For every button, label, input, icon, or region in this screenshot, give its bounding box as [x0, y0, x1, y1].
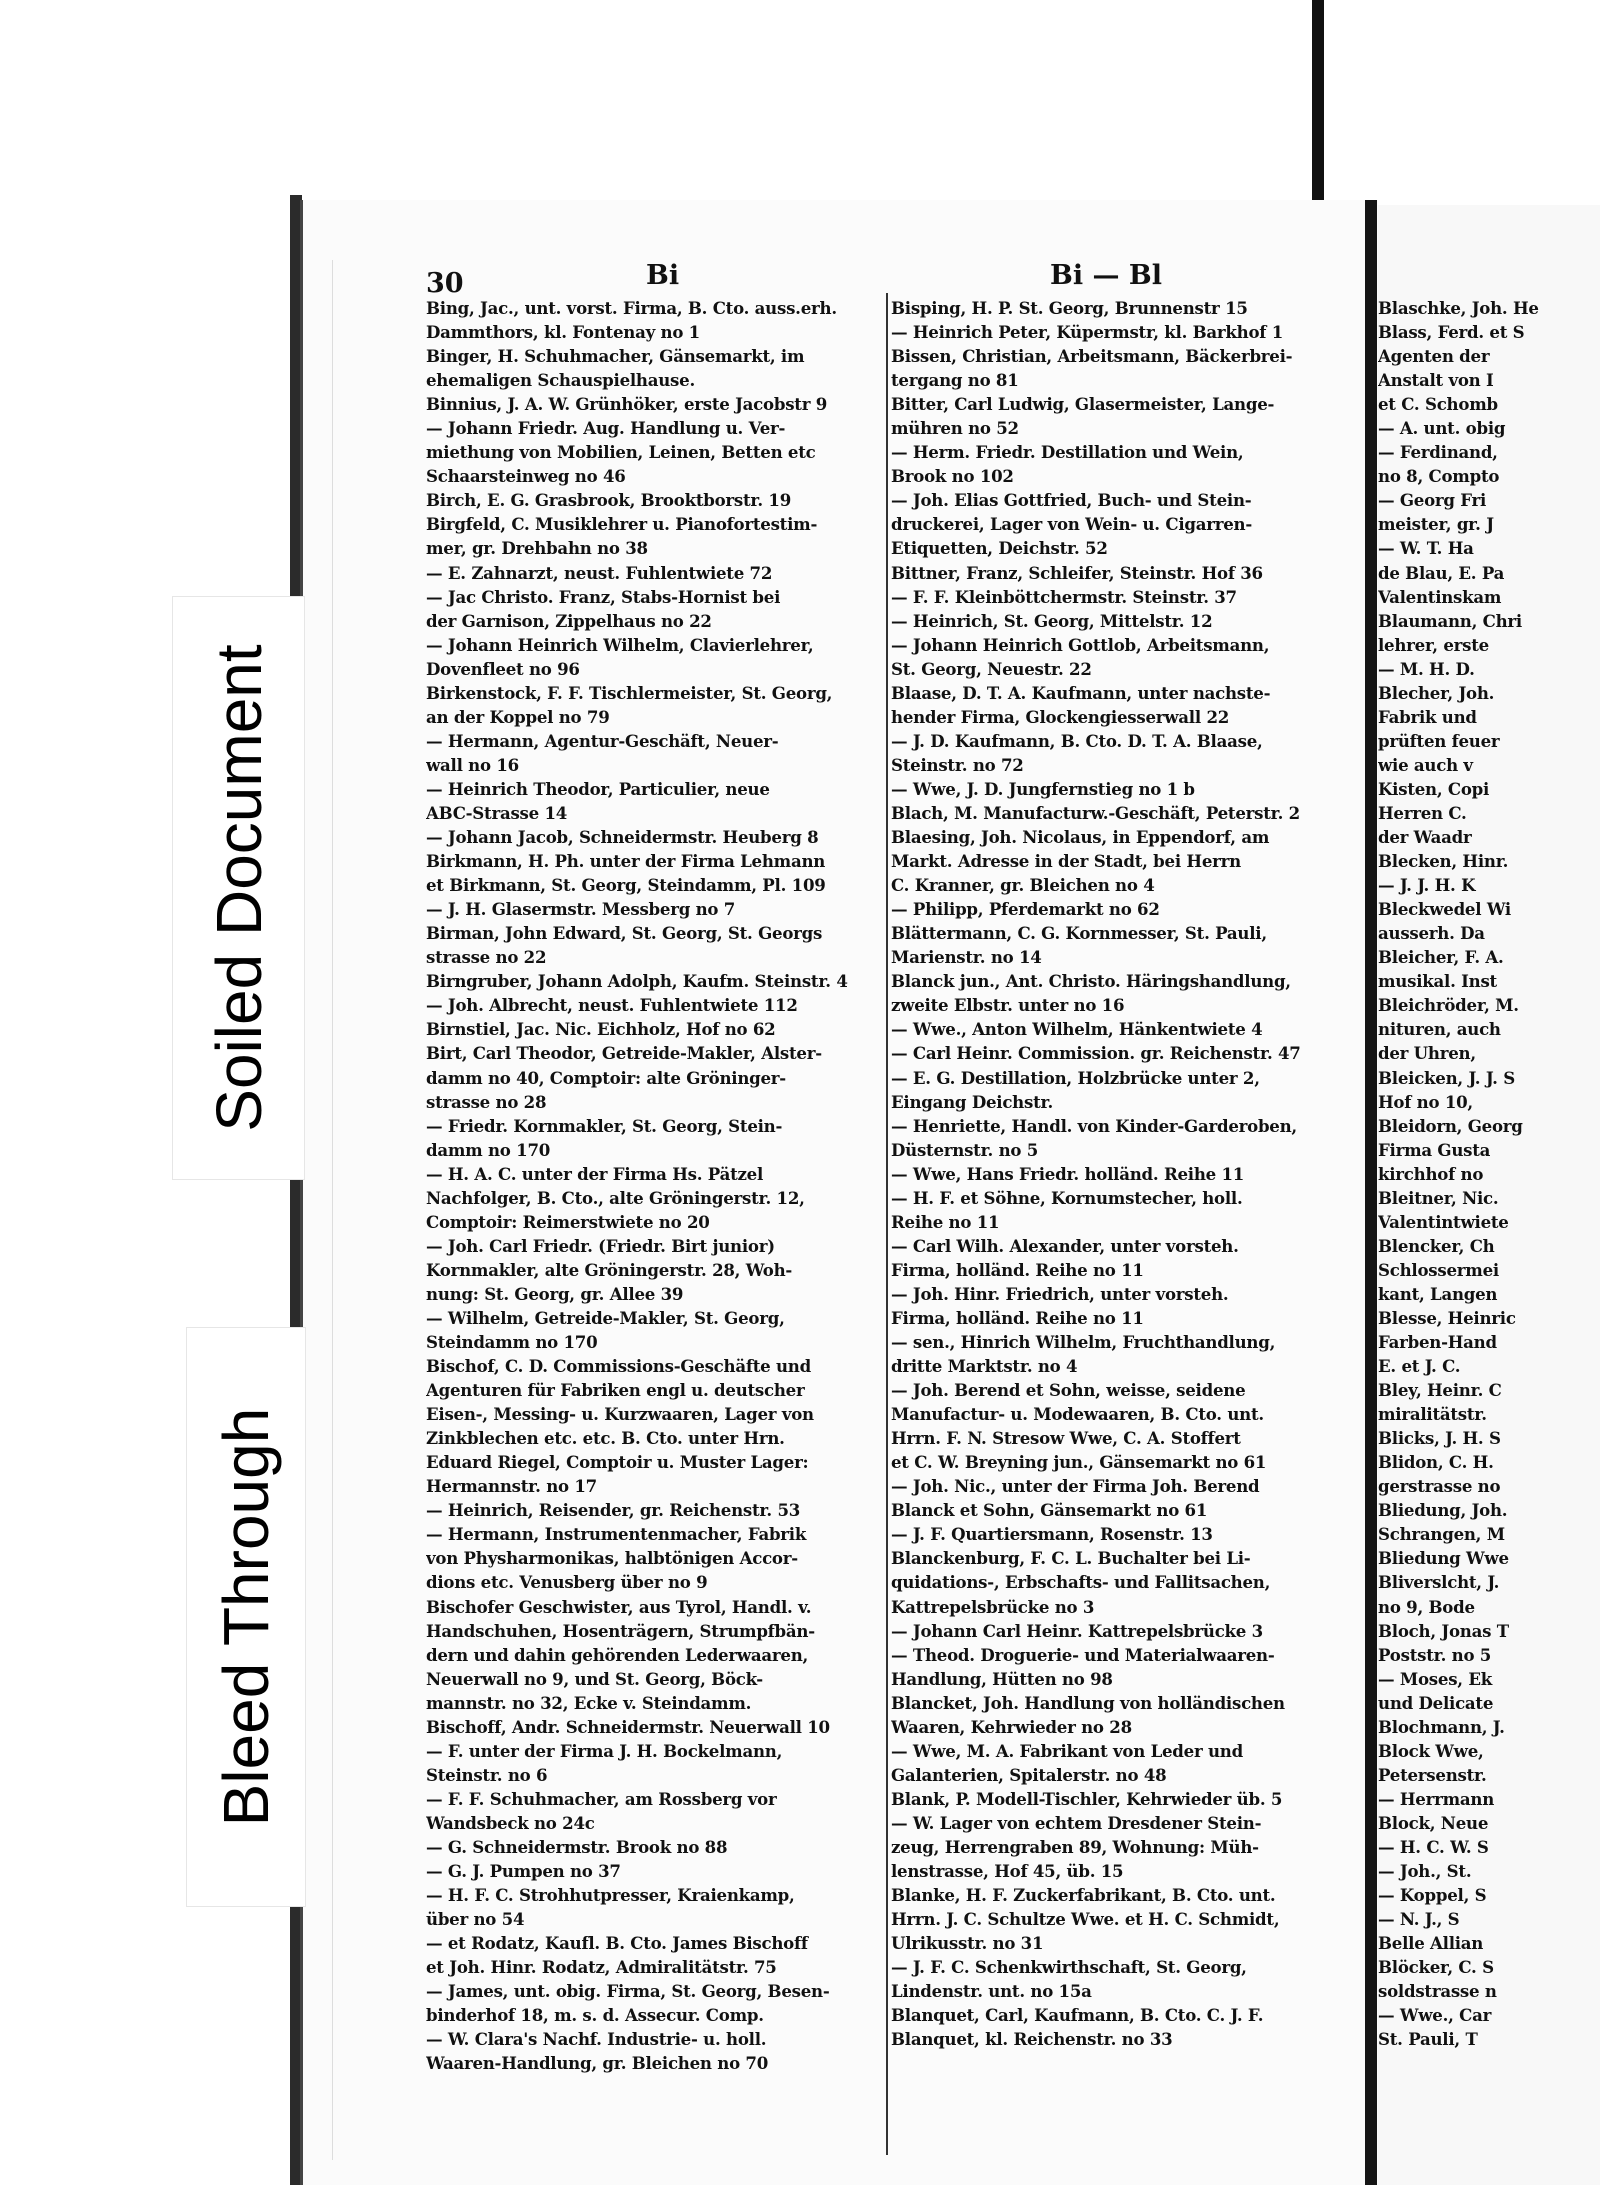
directory-entry-line: Birngruber, Johann Adolph, Kaufm. Steinstr. 4	[426, 971, 848, 992]
directory-entry-line: Kornmakler, alte Gröningerstr. 28, Woh-	[426, 1259, 793, 1280]
directory-entry-line: Blanckenburg, F. C. L. Buchalter bei Li-	[891, 1548, 1251, 1569]
directory-entry-line: Birt, Carl Theodor, Getreide-Makler, Alster-	[426, 1043, 822, 1064]
directory-entry-line: de Blau, E. Pa	[1378, 562, 1505, 583]
directory-entry-line: Etiquetten, Deichstr. 52	[891, 538, 1108, 559]
directory-entry-line: — Wwe, J. D. Jungfernstieg no 1 b	[891, 778, 1195, 799]
directory-entry-line: Bittner, Franz, Schleifer, Steinstr. Hof 36	[891, 562, 1263, 583]
directory-entry-line: Hof no 10,	[1378, 1091, 1473, 1112]
directory-entry-line: über no 54	[426, 1909, 525, 1930]
directory-entry-line: Brook no 102	[891, 466, 1014, 487]
directory-entry-line: St. Pauli, T	[1378, 2029, 1478, 2050]
directory-entry-line: Birnstiel, Jac. Nic. Eichholz, Hof no 62	[426, 1019, 776, 1040]
directory-entry-line: Blecher, Joh.	[1378, 682, 1495, 703]
directory-entry-line: Schaarsteinweg no 46	[426, 466, 626, 487]
directory-entry-line: prüften feuer	[1378, 730, 1500, 751]
directory-entry-line: — F. F. Kleinböttchermstr. Steinstr. 37	[891, 586, 1237, 607]
directory-entry-line: der Garnison, Zippelhaus no 22	[426, 610, 712, 631]
directory-entry-line: Blicks, J. H. S	[1378, 1428, 1501, 1449]
directory-entry-line: — Johann Heinrich Gottlob, Arbeitsmann,	[891, 634, 1270, 655]
directory-entry-line: — Carl Heinr. Commission. gr. Reichenstr. 47	[891, 1043, 1301, 1064]
directory-entry-line: Binger, H. Schuhmacher, Gänsemarkt, im	[426, 346, 805, 367]
directory-entry-line: Blanke, H. F. Zuckerfabrikant, B. Cto. unt.	[891, 1885, 1276, 1906]
directory-entry-line: — Joh., St.	[1378, 1861, 1472, 1882]
directory-entry-line: Zinkblechen etc. etc. B. Cto. unter Hrn.	[426, 1428, 785, 1449]
directory-entry-line: — Joh. Berend et Sohn, weisse, seidene	[891, 1380, 1246, 1401]
directory-entry-line: hender Firma, Glockengiesserwall 22	[891, 706, 1230, 727]
directory-entry-line: Waaren, Kehrwieder no 28	[891, 1716, 1132, 1737]
directory-entry-line: binderhof 18, m. s. d. Assecur. Comp.	[426, 2005, 764, 2026]
directory-entry-line: Bleicken, J. J. S	[1378, 1067, 1515, 1088]
directory-entry-line: Blochmann, J.	[1378, 1716, 1505, 1737]
soiled-document-label	[172, 596, 305, 1180]
directory-entry-line: Blättermann, C. G. Kornmesser, St. Pauli,	[891, 923, 1267, 944]
directory-entry-line: — E. Zahnarzt, neust. Fuhlentwiete 72	[426, 562, 773, 583]
directory-entry-line: Dovenfleet no 96	[426, 658, 580, 679]
directory-entry-line: miethung von Mobilien, Leinen, Betten etc	[426, 442, 816, 463]
directory-entry-line: — G. Schneidermstr. Brook no 88	[426, 1837, 728, 1857]
directory-entry-line: — sen., Hinrich Wilhelm, Fruchthandlung,	[891, 1332, 1276, 1353]
directory-entry-line: Bischof, C. D. Commissions-Geschäfte und	[426, 1356, 811, 1377]
left-running-head: Bi	[646, 260, 680, 291]
column-divider	[886, 293, 888, 2155]
directory-entry-line: gerstrasse no	[1378, 1476, 1501, 1497]
directory-entry-line: Blaase, D. T. A. Kaufmann, unter nachste-	[891, 682, 1271, 703]
directory-entry-line: — F. F. Schuhmacher, am Rossberg vor	[426, 1788, 777, 1809]
directory-entry-line: Anstalt von I	[1378, 370, 1494, 391]
directory-entry-line: — Carl Wilh. Alexander, unter vorsteh.	[891, 1235, 1239, 1256]
directory-entry-line: — et Rodatz, Kaufl. B. Cto. James Bischoff	[426, 1933, 808, 1954]
directory-entry-line: Blanck jun., Ant. Christo. Häringshandlung,	[891, 971, 1291, 992]
directory-entry-line: Schrangen, M	[1378, 1524, 1505, 1545]
directory-entry-line: — Hermann, Agentur-Geschäft, Neuer-	[426, 730, 779, 751]
directory-entry-line: Dammthors, kl. Fontenay no 1	[426, 322, 700, 343]
directory-entry-line: — A. unt. obig	[1378, 418, 1506, 439]
directory-entry-line: — J. F. C. Schenkwirthschaft, St. Georg,	[891, 1957, 1247, 1978]
directory-entry-line: lehrer, erste	[1378, 634, 1489, 655]
directory-entry-line: Hrrn. J. C. Schultze Wwe. et H. C. Schmidt,	[891, 1909, 1280, 1930]
directory-entry-line: — H. A. C. unter der Firma Hs. Pätzel	[426, 1163, 764, 1184]
directory-entry-line: Poststr. no 5	[1378, 1644, 1492, 1665]
directory-entry-line: von Physharmonikas, halbtönigen Accor-	[426, 1548, 798, 1569]
directory-entry-line: — James, unt. obig. Firma, St. Georg, Besen-	[426, 1981, 830, 2002]
page-margin	[310, 260, 333, 2160]
directory-entry-line: wall no 16	[426, 754, 519, 775]
directory-entry-line: — Johann Heinrich Wilhelm, Clavierlehrer,	[426, 634, 814, 655]
directory-entry-line: — Herm. Friedr. Destillation und Wein,	[891, 442, 1244, 463]
directory-entry-line: damm no 40, Comptoir: alte Gröninger-	[426, 1067, 786, 1088]
directory-entry-line: strasse no 28	[426, 1091, 547, 1112]
directory-entry-line: Handlung, Hütten no 98	[891, 1668, 1113, 1689]
directory-entry-line: Petersenstr.	[1378, 1764, 1487, 1785]
page-number: 30	[426, 268, 464, 299]
directory-entry-line: — Johann Friedr. Aug. Handlung u. Ver-	[426, 418, 786, 439]
directory-entry-line: nung: St. Georg, gr. Allee 39	[426, 1283, 684, 1304]
directory-entry-line: damm no 170	[426, 1139, 551, 1160]
directory-entry-line: Reihe no 11	[891, 1211, 1000, 1232]
directory-entry-line: et Joh. Hinr. Rodatz, Admiralitätstr. 75	[426, 1957, 777, 1978]
directory-entry-line: Blecken, Hinr.	[1378, 851, 1509, 872]
directory-entry-line: Ulrikusstr. no 31	[891, 1933, 1044, 1954]
directory-entry-line: Blanquet, kl. Reichenstr. no 33	[891, 2029, 1173, 2050]
directory-entry-line: mannstr. no 32, Ecke v. Steindamm.	[426, 1692, 752, 1713]
right-running-head: Bi — Bl	[1050, 260, 1162, 291]
directory-entry-line: Bliverslcht, J.	[1378, 1572, 1500, 1593]
directory-entry-line: dritte Marktstr. no 4	[891, 1356, 1078, 1377]
directory-entry-line: Belle Allian	[1378, 1933, 1484, 1954]
directory-entry-line: tergang no 81	[891, 370, 1019, 391]
directory-entry-line: Birch, E. G. Grasbrook, Brooktborstr. 19	[426, 490, 792, 511]
directory-entry-line: der Waadr	[1378, 827, 1472, 848]
directory-entry-line: — Wwe, Hans Friedr. holländ. Reihe 11	[891, 1163, 1245, 1184]
directory-entry-line: Blass, Ferd. et S	[1378, 322, 1525, 343]
directory-entry-line: — Herrmann	[1378, 1788, 1495, 1809]
directory-entry-line: Kisten, Copi	[1378, 778, 1490, 799]
directory-entry-line: no 8, Compto	[1378, 466, 1500, 487]
directory-entry-line: — Heinrich Theodor, Particulier, neue	[426, 778, 770, 799]
directory-entry-line: wie auch v	[1378, 754, 1473, 775]
directory-entry-line: Neuerwall no 9, und St. Georg, Böck-	[426, 1668, 763, 1689]
directory-entry-line: — Joh. Carl Friedr. (Friedr. Birt junior)	[426, 1235, 775, 1256]
directory-entry-line: — Koppel, S	[1378, 1885, 1487, 1906]
directory-entry-line: quidations-, Erbschafts- und Fallitsachen,	[891, 1572, 1271, 1593]
directory-entry-line: — Friedr. Kornmakler, St. Georg, Stein-	[426, 1115, 783, 1136]
directory-entry-line: — E. G. Destillation, Holzbrücke unter 2,	[891, 1067, 1260, 1088]
directory-entry-line: mühren no 52	[891, 418, 1019, 439]
directory-entry-line: Bleitner, Nic.	[1378, 1187, 1499, 1208]
directory-entry-line: Birkmann, H. Ph. unter der Firma Lehmann	[426, 851, 826, 872]
directory-entry-line: Farben-Hand	[1378, 1332, 1497, 1353]
bleed-through-label	[186, 1327, 306, 1907]
directory-entry-line: Blidon, C. H.	[1378, 1452, 1494, 1473]
directory-entry-line: Bliedung Wwe	[1378, 1548, 1509, 1569]
directory-entry-line: no 9, Bode	[1378, 1596, 1475, 1617]
directory-entry-line: E. et J. C.	[1378, 1356, 1461, 1377]
directory-entry-line: — Wwe, M. A. Fabrikant von Leder und	[891, 1740, 1243, 1761]
directory-entry-line: Bisping, H. P. St. Georg, Brunnenstr 15	[891, 298, 1248, 318]
directory-entry-line: Bloch, Jonas T	[1378, 1620, 1509, 1641]
directory-entry-line: dions etc. Venusberg über no 9	[426, 1572, 708, 1593]
directory-entry-line: — M. H. D.	[1378, 658, 1475, 679]
directory-entry-line: — Theod. Droguerie- und Materialwaaren-	[891, 1644, 1275, 1665]
directory-entry-line: dern und dahin gehörenden Lederwaaren,	[426, 1644, 809, 1665]
directory-entry-line: zweite Elbstr. unter no 16	[891, 995, 1125, 1016]
middle-entries-column	[891, 296, 1359, 2051]
directory-entry-line: Bing, Jac., unt. vorst. Firma, B. Cto. auss.erh.	[426, 298, 837, 318]
book-clasp-strip	[1312, 0, 1324, 200]
directory-entry-line: — Johann Carl Heinr. Kattrepelsbrücke 3	[891, 1620, 1263, 1641]
directory-entry-line: soldstrasse n	[1378, 1981, 1497, 2002]
directory-entry-line: — Wilhelm, Getreide-Makler, St. Georg,	[426, 1307, 785, 1328]
directory-entry-line: ehemaligen Schauspielhause.	[426, 370, 695, 391]
directory-entry-line: — Hermann, Instrumentenmacher, Fabrik	[426, 1524, 807, 1545]
directory-entry-line: Firma, holländ. Reihe no 11	[891, 1259, 1144, 1280]
directory-entry-line: — Philipp, Pferdemarkt no 62	[891, 899, 1160, 920]
directory-entry-line: — F. unter der Firma J. H. Bockelmann,	[426, 1740, 783, 1761]
directory-entry-line: — J. D. Kaufmann, B. Cto. D. T. A. Blaase,	[891, 730, 1263, 751]
directory-entry-line: Lindenstr. unt. no 15a	[891, 1981, 1092, 2002]
directory-entry-line: — H. C. W. S	[1378, 1837, 1489, 1857]
directory-entry-line: — W. T. Ha	[1378, 538, 1474, 559]
directory-entry-line: an der Koppel no 79	[426, 706, 610, 727]
directory-entry-line: — Moses, Ek	[1378, 1668, 1492, 1689]
directory-entry-line: Bleckwedel Wi	[1378, 899, 1511, 920]
directory-entry-line: Agenturen für Fabriken engl u. deutscher	[426, 1380, 805, 1401]
directory-entry-line: Valentintwiete	[1378, 1211, 1509, 1232]
directory-entry-line: Manufactur- u. Modewaaren, B. Cto. unt.	[891, 1404, 1264, 1425]
directory-entry-line: Eisen-, Messing- u. Kurzwaaren, Lager von	[426, 1404, 814, 1425]
directory-entry-line: nituren, auch	[1378, 1019, 1501, 1040]
directory-entry-line: Valentinskam	[1378, 586, 1502, 607]
directory-entry-line: Steindamm no 170	[426, 1332, 598, 1353]
directory-entry-line: Blöcker, C. S	[1378, 1957, 1494, 1978]
directory-entry-line: Bischoff, Andr. Schneidermstr. Neuerwall 10	[426, 1716, 830, 1737]
directory-entry-line: — G. J. Pumpen no 37	[426, 1861, 621, 1882]
directory-entry-line: Nachfolger, B. Cto., alte Gröningerstr. 12,	[426, 1187, 805, 1208]
directory-entry-line: Bischofer Geschwister, aus Tyrol, Handl. v.	[426, 1596, 812, 1617]
directory-entry-line: Hermannstr. no 17	[426, 1476, 597, 1497]
directory-entry-line: Bleicher, F. A.	[1378, 947, 1504, 968]
directory-entry-line: Handschuhen, Hosenträgern, Strumpfbän-	[426, 1620, 815, 1641]
directory-entry-line: der Uhren,	[1378, 1043, 1476, 1064]
directory-entry-line: Wandsbeck no 24c	[426, 1812, 595, 1833]
directory-entry-line: — W. Clara's Nachf. Industrie- u. holl.	[426, 2029, 767, 2050]
directory-entry-line: Blencker, Ch	[1378, 1235, 1495, 1256]
directory-entry-line: — Henriette, Handl. von Kinder-Garderoben,	[891, 1115, 1297, 1136]
directory-entry-line: Firma, holländ. Reihe no 11	[891, 1307, 1144, 1328]
directory-entry-line: strasse no 22	[426, 947, 547, 968]
directory-entry-line: mer, gr. Drehbahn no 38	[426, 538, 648, 559]
directory-entry-line: Kattrepelsbrücke no 3	[891, 1596, 1095, 1617]
directory-entry-line: — J. H. Glasermstr. Messberg no 7	[426, 899, 736, 920]
directory-entry-line: Blaesing, Joh. Nicolaus, in Eppendorf, am	[891, 827, 1270, 848]
directory-entry-line: miralitätstr.	[1378, 1404, 1487, 1425]
directory-entry-line: musikal. Inst	[1378, 971, 1497, 992]
directory-entry-line: kant, Langen	[1378, 1283, 1498, 1304]
directory-entry-line: Bleichröder, M.	[1378, 995, 1519, 1016]
directory-entry-line: Eduard Riegel, Comptoir u. Muster Lager:	[426, 1452, 809, 1473]
directory-entry-line: Block, Neue	[1378, 1812, 1489, 1833]
directory-entry-line: — Heinrich, St. Georg, Mittelstr. 12	[891, 610, 1213, 631]
directory-entry-line: Fabrik und	[1378, 706, 1477, 727]
directory-entry-line: lenstrasse, Hof 45, üb. 15	[891, 1861, 1124, 1882]
directory-entry-line: Waaren-Handlung, gr. Bleichen no 70	[426, 2053, 769, 2074]
directory-entry-line: et C. Schomb	[1378, 394, 1498, 415]
directory-entry-line: Schlossermei	[1378, 1259, 1499, 1280]
directory-entry-line: C. Kranner, gr. Bleichen no 4	[891, 875, 1155, 896]
directory-entry-line: — N. J., S	[1378, 1909, 1460, 1930]
directory-entry-line: Blaumann, Chri	[1378, 610, 1522, 631]
directory-entry-line: Steinstr. no 72	[891, 754, 1024, 775]
directory-entry-line: — H. F. et Söhne, Kornumstecher, holl.	[891, 1187, 1243, 1208]
directory-entry-line: — Joh. Elias Gottfried, Buch- und Stein-	[891, 490, 1252, 511]
directory-entry-line: — Jac Christo. Franz, Stabs-Hornist bei	[426, 586, 781, 607]
directory-entry-line: — Wwe., Anton Wilhelm, Hänkentwiete 4	[891, 1019, 1263, 1040]
directory-entry-line: — Wwe., Car	[1378, 2005, 1492, 2026]
directory-entry-line: Steinstr. no 6	[426, 1764, 548, 1785]
directory-entry-line: Eingang Deichstr.	[891, 1091, 1053, 1112]
directory-entry-line: Galanterien, Spitalerstr. no 48	[891, 1764, 1167, 1785]
directory-entry-line: Blanck et Sohn, Gänsemarkt no 61	[891, 1500, 1208, 1521]
directory-entry-line: et Birkmann, St. Georg, Steindamm, Pl. 109	[426, 875, 826, 896]
directory-entry-line: Firma Gusta	[1378, 1139, 1491, 1160]
directory-entry-line: Blach, M. Manufacturw.-Geschäft, Peterstr. 2	[891, 802, 1300, 823]
left-entries-column	[426, 296, 884, 2075]
directory-entry-line: Hrrn. F. N. Stresow Wwe, C. A. Stoffert	[891, 1428, 1241, 1449]
directory-entry-line: Comptoir: Reimerstwiete no 20	[426, 1211, 710, 1232]
directory-entry-line: Block Wwe,	[1378, 1740, 1484, 1761]
directory-entry-line: — H. F. C. Strohhutpresser, Kraienkamp,	[426, 1885, 795, 1906]
directory-entry-line: Blesse, Heinric	[1378, 1307, 1516, 1328]
directory-entry-line: Birkenstock, F. F. Tischlermeister, St. Georg,	[426, 682, 833, 703]
directory-entry-line: Agenten der	[1378, 346, 1490, 367]
directory-entry-line: — Ferdinand,	[1378, 442, 1498, 463]
directory-entry-line: Bley, Heinr. C	[1378, 1380, 1502, 1401]
directory-entry-line: — Joh. Albrecht, neust. Fuhlentwiete 112	[426, 995, 798, 1016]
directory-entry-line: Herren C.	[1378, 802, 1467, 823]
directory-entry-line: Bleidorn, Georg	[1378, 1115, 1523, 1136]
directory-entry-line: Blanquet, Carl, Kaufmann, B. Cto. C. J. F.	[891, 2005, 1264, 2026]
directory-entry-line: druckerei, Lager von Wein- u. Cigarren-	[891, 514, 1252, 535]
directory-entry-line: Düsternstr. no 5	[891, 1139, 1039, 1160]
directory-entry-line: Markt. Adresse in der Stadt, bei Herrn	[891, 851, 1241, 872]
bleed-through-text: Bleed Through	[210, 1407, 282, 1827]
directory-entry-line: und Delicate	[1378, 1692, 1494, 1713]
directory-entry-line: Blaschke, Joh. He	[1378, 298, 1539, 318]
directory-entry-line: Binnius, J. A. W. Grünhöker, erste Jacobstr 9	[426, 394, 828, 415]
directory-entry-line: Bitter, Carl Ludwig, Glasermeister, Lange-	[891, 394, 1275, 415]
directory-entry-line: Bissen, Christian, Arbeitsmann, Bäckerbrei-	[891, 346, 1293, 367]
directory-entry-line: zeug, Herrengraben 89, Wohnung: Müh-	[891, 1837, 1259, 1857]
directory-entry-line: et C. W. Breyning jun., Gänsemarkt no 61	[891, 1452, 1267, 1473]
directory-entry-line: — J. J. H. K	[1378, 875, 1476, 896]
directory-entry-line: — J. F. Quartiersmann, Rosenstr. 13	[891, 1524, 1213, 1545]
directory-entry-line: meister, gr. J	[1378, 514, 1494, 535]
directory-entry-line: kirchhof no	[1378, 1163, 1484, 1184]
directory-entry-line: — Joh. Hinr. Friedrich, unter vorsteh.	[891, 1283, 1229, 1304]
directory-entry-line: Bliedung, Joh.	[1378, 1500, 1508, 1521]
directory-entry-line: Marienstr. no 14	[891, 947, 1042, 968]
directory-entry-line: — Johann Jacob, Schneidermstr. Heuberg 8	[426, 827, 819, 848]
directory-entry-line: Blancket, Joh. Handlung von holländischen	[891, 1692, 1285, 1713]
directory-entry-line: — Georg Fri	[1378, 490, 1487, 511]
directory-entry-line: Blank, P. Modell-Tischler, Kehrwieder üb. 5	[891, 1788, 1283, 1809]
directory-entry-line: Birgfeld, C. Musiklehrer u. Pianofortestim-	[426, 514, 818, 535]
directory-entry-line: — Heinrich, Reisender, gr. Reichenstr. 53	[426, 1500, 801, 1521]
directory-entry-line: Birman, John Edward, St. Georg, St. Georgs	[426, 923, 823, 944]
soiled-document-text: Soiled Document	[202, 644, 275, 1132]
directory-entry-line: — Heinrich Peter, Küpermstr, kl. Barkhof 1	[891, 322, 1284, 343]
right-entries-column	[1378, 296, 1600, 2051]
directory-entry-line: — Joh. Nic., unter der Firma Joh. Berend	[891, 1476, 1260, 1497]
directory-entry-line: ausserh. Da	[1378, 923, 1485, 944]
directory-entry-line: ABC-Strasse 14	[426, 802, 568, 823]
book-spine	[1365, 200, 1377, 2185]
directory-entry-line: — W. Lager von echtem Dresdener Stein-	[891, 1812, 1262, 1833]
directory-entry-line: St. Georg, Neuestr. 22	[891, 658, 1092, 679]
